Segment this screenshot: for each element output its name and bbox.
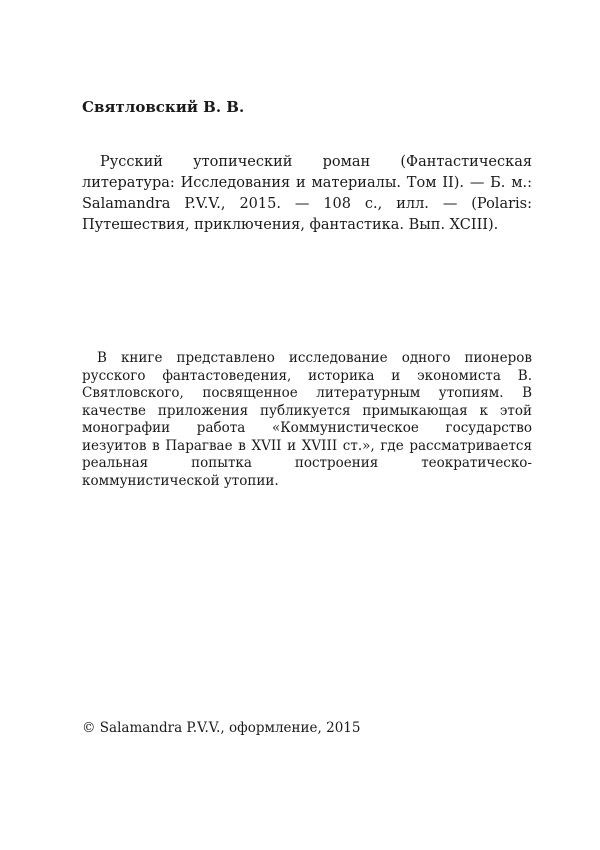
copyright-notice: © Salamandra P.V.V., оформление, 2015 bbox=[82, 720, 361, 736]
author-name: Святловский В. В. bbox=[82, 98, 245, 116]
book-annotation: В книге представлено исследование одного пионеров русского фантастоведения, историка и экономиста В. Святловского, посвященное литературным утопиям. В качестве приложения публикуется примыкающая к этой монографии работа «Коммунистическое государство иезуитов в Парагвае в XVII и XVIII ст.», где рассматривается реальная попытка построения теократическо-коммунистической утопии. bbox=[82, 350, 532, 489]
bibliographic-entry: Русский утопический роман (Фантастическая литература: Исследования и материалы. Том II). — Б. м.: Salamandra P.V.V., 2015. — 108 с., илл. — (Polaris: Путешествия, приключения, фантастика. Вып. XCIII). bbox=[82, 154, 532, 233]
